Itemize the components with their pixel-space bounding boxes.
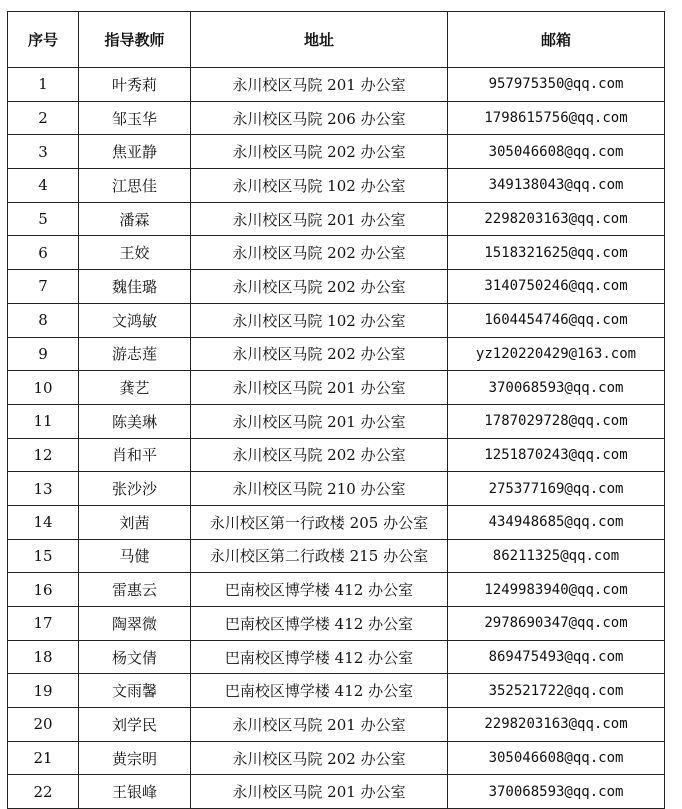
- table-row: [8, 68, 665, 102]
- cell-address: 永川校区马院 102 办公室: [191, 303, 448, 337]
- cell-address: 永川校区马院 201 办公室: [191, 708, 448, 742]
- cell-address: 永川校区马院 206 办公室: [191, 101, 448, 135]
- cell-teacher: 王银峰: [79, 775, 191, 809]
- cell-email: 349138043@qq.com: [448, 169, 665, 203]
- cell-teacher: 雷惠云: [79, 573, 191, 607]
- cell-address: 巴南校区博学楼 412 办公室: [191, 674, 448, 708]
- cell-address: 永川校区马院 201 办公室: [191, 371, 448, 405]
- cell-no: 21: [8, 741, 79, 775]
- cell-email: 370068593@qq.com: [448, 371, 665, 405]
- cell-address: 永川校区马院 201 办公室: [191, 68, 448, 102]
- cell-no: 15: [8, 539, 79, 573]
- table-row: [8, 505, 665, 539]
- cell-no: 1: [8, 68, 79, 102]
- cell-address: 永川校区马院 202 办公室: [191, 741, 448, 775]
- table-row: [8, 674, 665, 708]
- cell-no: 16: [8, 573, 79, 607]
- cell-email: yz120220429@163.com: [448, 337, 665, 371]
- cell-address: 永川校区马院 202 办公室: [191, 337, 448, 371]
- cell-address: 永川校区马院 201 办公室: [191, 404, 448, 438]
- table-row: [8, 236, 665, 270]
- cell-address: 永川校区马院 202 办公室: [191, 438, 448, 472]
- cell-teacher: 张沙沙: [79, 472, 191, 506]
- cell-email: 2978690347@qq.com: [448, 607, 665, 641]
- cell-no: 6: [8, 236, 79, 270]
- cell-address: 永川校区马院 201 办公室: [191, 775, 448, 809]
- cell-no: 5: [8, 202, 79, 236]
- cell-teacher: 叶秀莉: [79, 68, 191, 102]
- cell-address: 巴南校区博学楼 412 办公室: [191, 607, 448, 641]
- cell-email: 1787029728@qq.com: [448, 404, 665, 438]
- cell-teacher: 游志莲: [79, 337, 191, 371]
- table-row: [8, 270, 665, 304]
- table-row: [8, 472, 665, 506]
- cell-teacher: 邹玉华: [79, 101, 191, 135]
- cell-teacher: 王姣: [79, 236, 191, 270]
- cell-address: 永川校区第一行政楼 205 办公室: [191, 505, 448, 539]
- table-row: [8, 741, 665, 775]
- table-row: [8, 135, 665, 169]
- cell-no: 2: [8, 101, 79, 135]
- cell-address: 永川校区第二行政楼 215 办公室: [191, 539, 448, 573]
- table-row: [8, 539, 665, 573]
- cell-teacher: 魏佳璐: [79, 270, 191, 304]
- cell-teacher: 文鸿敏: [79, 303, 191, 337]
- table-body: [8, 68, 665, 809]
- cell-teacher: 潘霖: [79, 202, 191, 236]
- cell-teacher: 刘茜: [79, 505, 191, 539]
- cell-teacher: 马健: [79, 539, 191, 573]
- cell-email: 869475493@qq.com: [448, 640, 665, 674]
- cell-address: 永川校区马院 210 办公室: [191, 472, 448, 506]
- table-row: [8, 337, 665, 371]
- cell-email: 3140750246@qq.com: [448, 270, 665, 304]
- cell-email: 1798615756@qq.com: [448, 101, 665, 135]
- cell-teacher: 陶翠微: [79, 607, 191, 641]
- cell-no: 14: [8, 505, 79, 539]
- table-row: [8, 607, 665, 641]
- cell-no: 22: [8, 775, 79, 809]
- table-row: [8, 404, 665, 438]
- cell-email: 434948685@qq.com: [448, 505, 665, 539]
- cell-no: 10: [8, 371, 79, 405]
- cell-no: 12: [8, 438, 79, 472]
- cell-no: 20: [8, 708, 79, 742]
- table-row: [8, 101, 665, 135]
- header-teacher: 指导教师: [79, 12, 191, 68]
- cell-email: 2298203163@qq.com: [448, 708, 665, 742]
- table-row: [8, 438, 665, 472]
- cell-email: 2298203163@qq.com: [448, 202, 665, 236]
- header-no: 序号: [8, 12, 79, 68]
- cell-teacher: 文雨馨: [79, 674, 191, 708]
- cell-no: 3: [8, 135, 79, 169]
- cell-teacher: 陈美琳: [79, 404, 191, 438]
- table-row: [8, 371, 665, 405]
- cell-address: 巴南校区博学楼 412 办公室: [191, 640, 448, 674]
- cell-email: 957975350@qq.com: [448, 68, 665, 102]
- cell-address: 永川校区马院 102 办公室: [191, 169, 448, 203]
- cell-email: 1251870243@qq.com: [448, 438, 665, 472]
- cell-teacher: 刘学民: [79, 708, 191, 742]
- cell-teacher: 焦亚静: [79, 135, 191, 169]
- cell-no: 7: [8, 270, 79, 304]
- cell-address: 永川校区马院 201 办公室: [191, 202, 448, 236]
- cell-email: 275377169@qq.com: [448, 472, 665, 506]
- cell-teacher: 黄宗明: [79, 741, 191, 775]
- cell-no: 11: [8, 404, 79, 438]
- table-row: [8, 303, 665, 337]
- table-row: [8, 775, 665, 809]
- table-row: [8, 573, 665, 607]
- cell-email: 370068593@qq.com: [448, 775, 665, 809]
- cell-email: 352521722@qq.com: [448, 674, 665, 708]
- table-row: [8, 708, 665, 742]
- table-row: [8, 202, 665, 236]
- cell-no: 17: [8, 607, 79, 641]
- table-row: [8, 640, 665, 674]
- cell-no: 18: [8, 640, 79, 674]
- cell-teacher: 江思佳: [79, 169, 191, 203]
- cell-address: 永川校区马院 202 办公室: [191, 236, 448, 270]
- cell-teacher: 龚艺: [79, 371, 191, 405]
- cell-no: 4: [8, 169, 79, 203]
- table-row: [8, 169, 665, 203]
- cell-address: 永川校区马院 202 办公室: [191, 135, 448, 169]
- cell-address: 永川校区马院 202 办公室: [191, 270, 448, 304]
- cell-teacher: 肖和平: [79, 438, 191, 472]
- cell-no: 19: [8, 674, 79, 708]
- table-header: [8, 12, 665, 68]
- cell-email: 1249983940@qq.com: [448, 573, 665, 607]
- cell-email: 305046608@qq.com: [448, 135, 665, 169]
- header-email: 邮箱: [448, 12, 665, 68]
- advisor-table: [7, 11, 665, 809]
- cell-no: 13: [8, 472, 79, 506]
- cell-no: 8: [8, 303, 79, 337]
- header-address: 地址: [191, 12, 448, 68]
- cell-email: 86211325@qq.com: [448, 539, 665, 573]
- cell-email: 1604454746@qq.com: [448, 303, 665, 337]
- cell-email: 1518321625@qq.com: [448, 236, 665, 270]
- cell-email: 305046608@qq.com: [448, 741, 665, 775]
- header-row: [8, 12, 665, 68]
- cell-no: 9: [8, 337, 79, 371]
- cell-teacher: 杨文倩: [79, 640, 191, 674]
- cell-address: 巴南校区博学楼 412 办公室: [191, 573, 448, 607]
